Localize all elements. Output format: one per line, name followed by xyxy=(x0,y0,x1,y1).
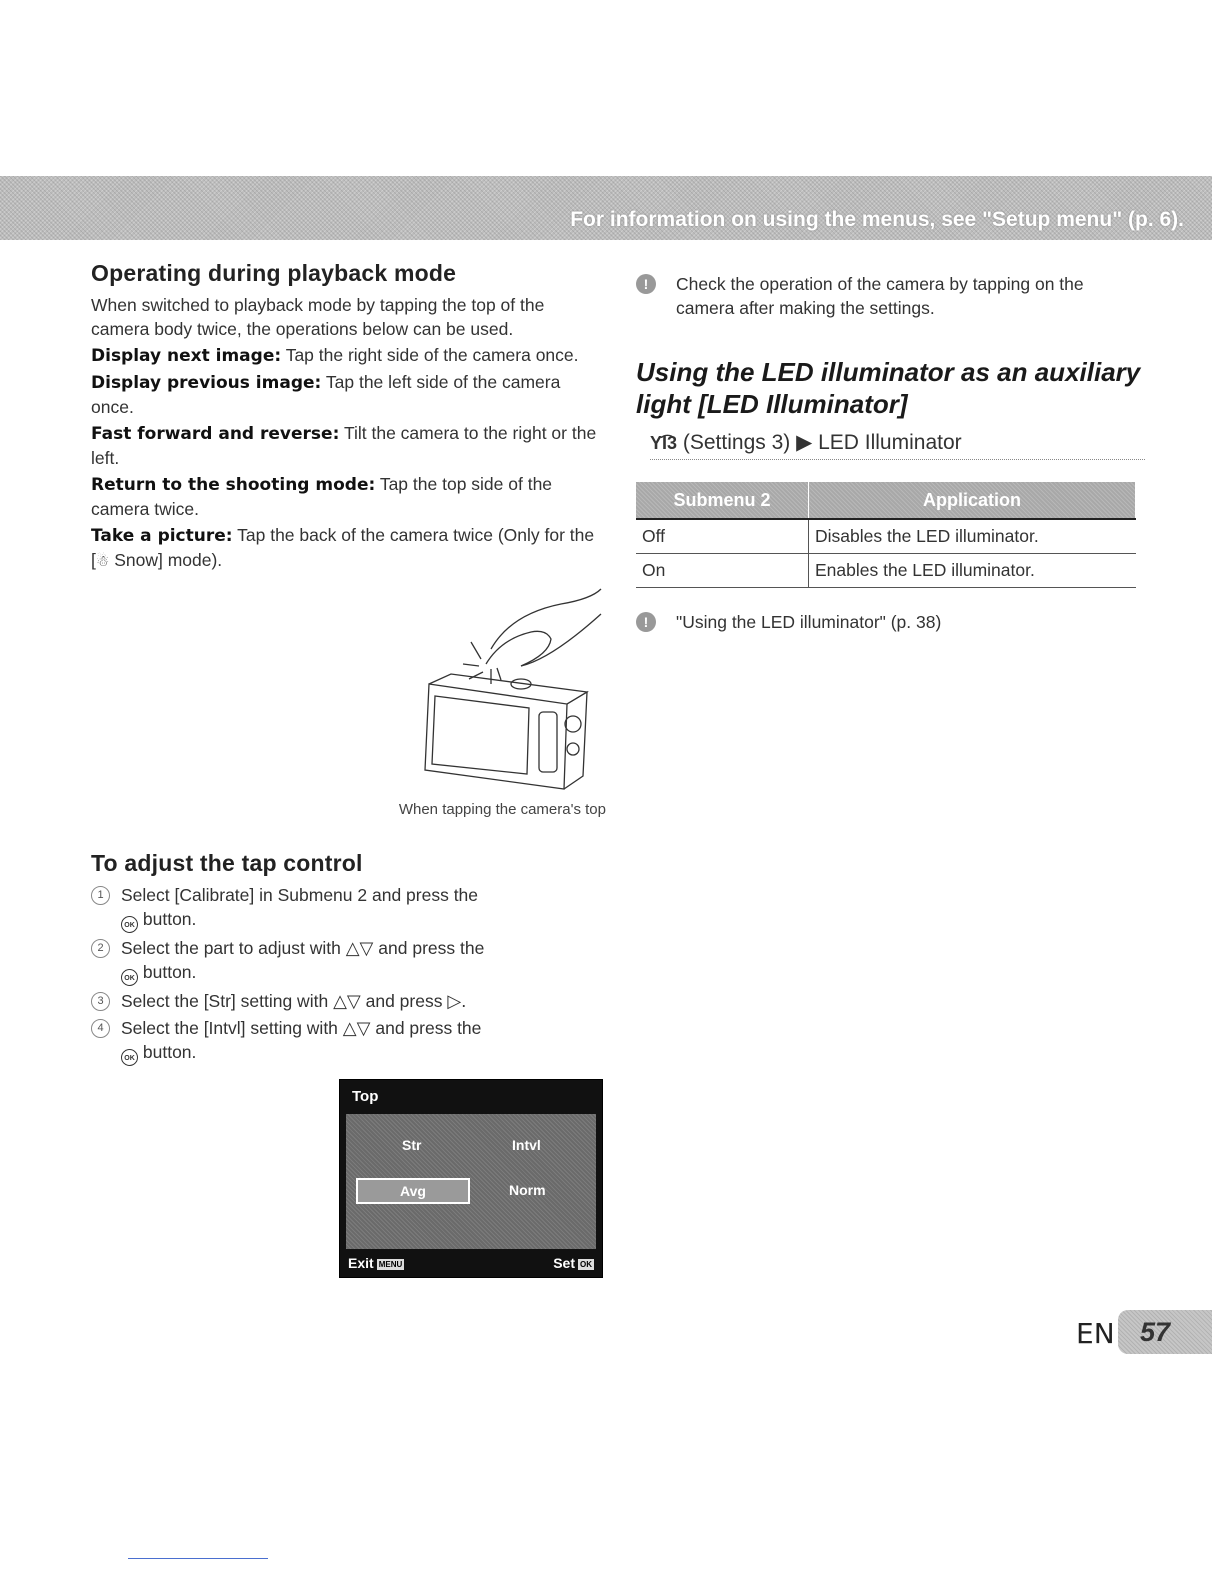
caution-icon: ! xyxy=(636,612,656,632)
table-cell: Disables the LED illuminator. xyxy=(809,519,1136,554)
step-text-mid: and press xyxy=(365,991,443,1011)
up-down-arrows-icon: △▽ xyxy=(333,991,361,1011)
page-number: 57 xyxy=(1140,1317,1171,1347)
playback-item xyxy=(91,421,606,470)
screen-selected-value: Avg xyxy=(356,1178,470,1204)
up-down-arrows-icon: △▽ xyxy=(342,1018,371,1038)
ok-key-icon: OK xyxy=(580,1260,592,1269)
snow-icon: ☃ xyxy=(95,553,110,570)
tap-control-steps xyxy=(91,883,606,1066)
note-text: Check the operation of the camera by tapping on the camera after making the settings. xyxy=(676,274,1084,318)
item-label: Take a picture: xyxy=(91,526,233,546)
settings-icon: Υ͡Ι3 xyxy=(650,433,678,453)
tap-control-heading: To adjust the tap control xyxy=(91,850,363,876)
screen-value-norm: Norm xyxy=(509,1182,546,1198)
step-text-end: button. xyxy=(142,909,197,929)
playback-item xyxy=(91,370,606,419)
banner-text: For information on using the menus, see "Setup menu" (p. 6). xyxy=(570,208,1184,231)
caution-icon: ! xyxy=(636,274,656,294)
camera-illustration xyxy=(91,584,606,799)
step-text: Select [Calibrate] in Submenu 2 and press the xyxy=(121,885,479,905)
page-number-tab xyxy=(1118,1310,1212,1354)
playback-item xyxy=(91,472,606,521)
step-text: Select the part to adjust with xyxy=(121,938,341,958)
item-text: Tilt the camera to the right or the left. xyxy=(91,423,597,468)
table-cell: Enables the LED illuminator. xyxy=(809,554,1136,588)
playback-heading: Operating during playback mode xyxy=(91,260,457,286)
note-text: "Using the LED illuminator" (p. 38) xyxy=(676,612,942,632)
table-header: Application xyxy=(809,482,1136,519)
table-cell: On xyxy=(636,554,809,588)
left-column xyxy=(91,260,606,1069)
caution-note xyxy=(636,272,1146,320)
step-text-end: button. xyxy=(142,962,197,982)
bottom-rule xyxy=(128,1558,268,1559)
item-text: Tap the top side of the camera twice. xyxy=(91,474,553,519)
illustration-caption: When tapping the camera's top xyxy=(398,801,606,818)
item-text: Tap the left side of the camera once. xyxy=(91,372,561,417)
header-banner xyxy=(0,176,1212,240)
set-label: Set xyxy=(553,1255,575,1271)
ok-button-icon: OK xyxy=(121,1049,138,1066)
step-item xyxy=(91,936,606,986)
table-row xyxy=(636,519,1136,554)
camera-tap-icon xyxy=(91,584,606,799)
camera-screen xyxy=(339,1079,603,1278)
item-label: Display next image: xyxy=(91,346,282,366)
playback-intro: When switched to playback mode by tapping the top of the camera body twice, the operations below can be used. xyxy=(91,295,545,339)
screen-set xyxy=(553,1255,594,1271)
table-header: Submenu 2 xyxy=(636,482,809,519)
table-cell: Off xyxy=(636,519,809,554)
up-down-arrows-icon: △▽ xyxy=(345,938,374,958)
step-item xyxy=(91,989,606,1013)
item-label: Display previous image: xyxy=(91,373,322,393)
step-text-mid: and press the xyxy=(375,1018,482,1038)
step-text: Select the [Str] setting with xyxy=(121,991,329,1011)
reference-note xyxy=(636,610,1146,634)
table-row xyxy=(636,554,1136,588)
step-number: 2 xyxy=(91,939,110,958)
exit-label: Exit xyxy=(348,1255,374,1271)
item-text: Tap the back of the camera twice (Only for the [ xyxy=(91,525,595,570)
screen-col-intvl: Intvl xyxy=(512,1137,541,1153)
playback-item xyxy=(91,343,606,368)
step-number: 3 xyxy=(91,992,110,1011)
step-number: 4 xyxy=(91,1019,110,1038)
step-number: 1 xyxy=(91,886,110,905)
item-label: Return to the shooting mode: xyxy=(91,475,376,495)
step-text-end: button. xyxy=(142,1042,197,1062)
right-arrow-icon: ▷. xyxy=(447,991,467,1011)
led-options-table xyxy=(636,482,1136,588)
step-text: Select the [Intvl] setting with xyxy=(121,1018,338,1038)
language-label: EN xyxy=(1076,1317,1115,1350)
screen-exit xyxy=(348,1255,404,1271)
item-label: Fast forward and reverse: xyxy=(91,424,340,444)
ok-button-icon: OK xyxy=(121,969,138,986)
step-text-mid: and press the xyxy=(378,938,485,958)
menu-path-text: (Settings 3) ▶ LED Illuminator xyxy=(682,431,962,454)
playback-item xyxy=(91,523,606,574)
step-item xyxy=(91,1016,606,1066)
led-heading: Using the LED illuminator as an auxiliary light [LED Illuminator] xyxy=(636,357,1141,419)
right-column xyxy=(636,272,1146,634)
ok-button-icon: OK xyxy=(121,916,138,933)
menu-key-icon: MENU xyxy=(378,1260,403,1269)
step-item xyxy=(91,883,606,933)
screen-col-str: Str xyxy=(402,1137,422,1153)
item-text: Tap the right side of the camera once. xyxy=(285,345,579,365)
item-text: Snow] mode). xyxy=(114,550,223,570)
menu-path xyxy=(650,430,1145,460)
screen-title: Top xyxy=(352,1088,379,1105)
